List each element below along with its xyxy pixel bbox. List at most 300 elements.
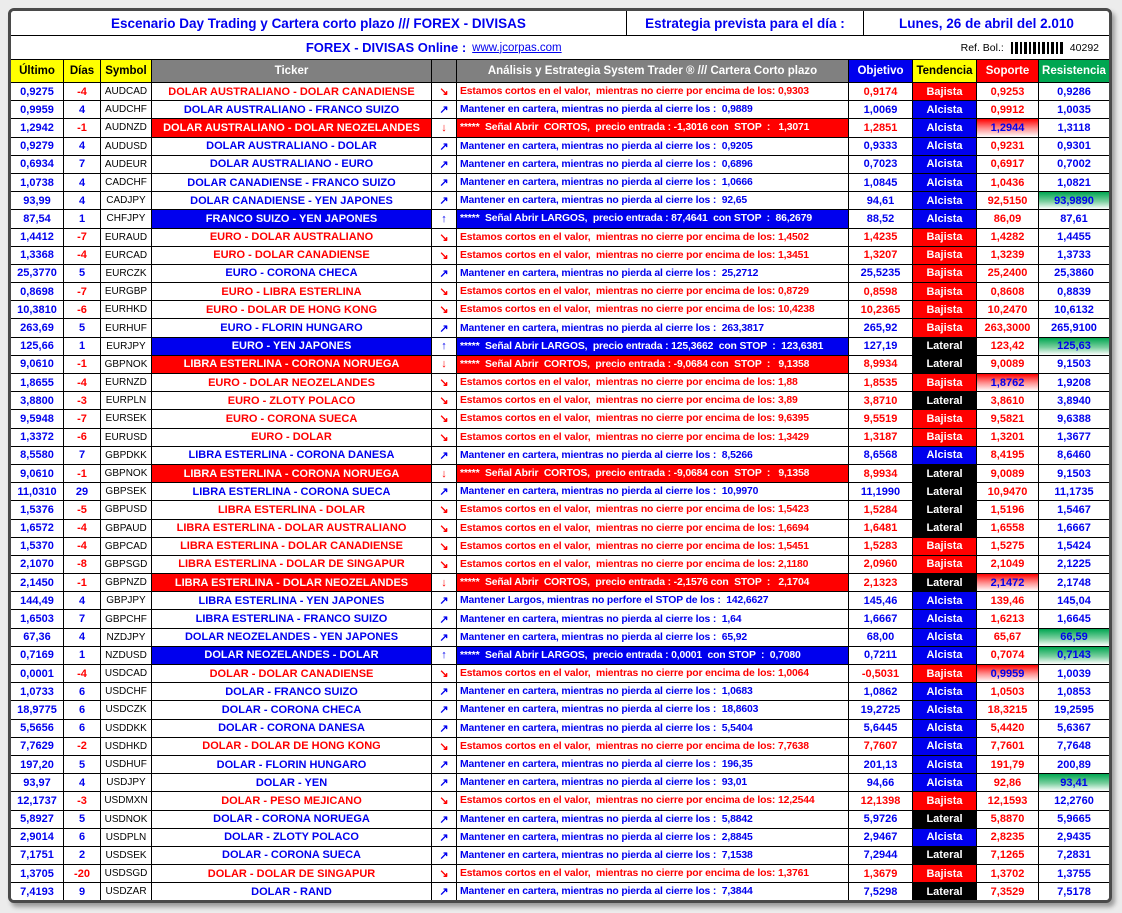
cell-soporte: 1,0503 (977, 683, 1039, 700)
trend-arrow-icon: ↗ (439, 449, 449, 462)
cell-analisis: Mantener en cartera, mientras no pierda al cierre los : 10,9970 (457, 483, 849, 500)
trend-arrow-icon: ↘ (439, 249, 449, 262)
cell-objetivo: 12,1398 (849, 792, 913, 809)
cell-tendencia: Alcista (913, 119, 977, 136)
cell-resistencia: 12,2760 (1054, 794, 1094, 807)
cell-soporte: 7,1265 (977, 847, 1039, 864)
subtitle-bar (11, 36, 1109, 60)
cell-ticker: DOLAR - PESO MEJICANO (152, 792, 432, 809)
trend-arrow-icon: ↗ (439, 759, 449, 772)
table-body (11, 83, 1109, 901)
trend-arrow-icon: ↘ (439, 868, 449, 881)
cell-analisis: Estamos cortos en el valor, mientras no cierre por encima de los: 9,6395 (457, 410, 849, 427)
cell-soporte: 5,4420 (977, 720, 1039, 737)
cell-resistencia: 1,0821 (1057, 176, 1091, 189)
cell-ultimo: 0,7169 (11, 647, 64, 664)
cell-symbol: EURCZK (101, 265, 152, 282)
trend-arrow-icon: ↗ (439, 486, 449, 499)
cell-ultimo: 87,54 (11, 210, 64, 227)
trend-arrow-icon: ↗ (439, 195, 449, 208)
cell-dias: 5 (64, 756, 101, 773)
cell-tendencia: Alcista (913, 610, 977, 627)
cell-dias: 5 (64, 319, 101, 336)
cell-tendencia: Alcista (913, 138, 977, 155)
cell-resistencia: 7,5178 (1057, 885, 1091, 898)
trend-arrow-icon: ↗ (439, 722, 449, 735)
cell-ticker: EURO - DOLAR AUSTRALIANO (152, 229, 432, 246)
cell-soporte: 5,8870 (977, 811, 1039, 828)
trend-arrow-icon: ↑ (441, 212, 447, 225)
cell-soporte: 1,2944 (977, 119, 1039, 136)
cell-analisis: Mantener en cartera, mientras no pierda al cierre los : 1,0666 (457, 174, 849, 191)
cell-soporte: 1,6213 (977, 610, 1039, 627)
cell-analisis: Mantener Largos, mientras no perfore el STOP de los : 142,6627 (457, 592, 849, 609)
cell-symbol: GBPNZD (101, 574, 152, 591)
cell-resistencia: 1,3677 (1057, 431, 1091, 444)
cell-resistencia: 9,6388 (1057, 412, 1091, 425)
cell-ultimo: 9,0610 (11, 356, 64, 373)
cell-analisis: Estamos cortos en el valor, mientras no cierre por encima de los: 1,0064 (457, 665, 849, 682)
cell-analisis: ***** Señal Abrir LARGOS, precio entrada : 125,3662 con STOP : 123,6381 (457, 338, 849, 355)
cell-objetivo: 127,19 (849, 338, 913, 355)
cell-ultimo: 1,5376 (11, 501, 64, 518)
table-row (11, 283, 1109, 301)
cell-symbol: USDPLN (101, 829, 152, 846)
trend-arrow-icon: ↘ (439, 231, 449, 244)
cell-ultimo: 11,0310 (11, 483, 64, 500)
table-row (11, 210, 1109, 228)
cell-ticker: EURO - CORONA SUECA (152, 410, 432, 427)
trend-arrow-icon: ↗ (439, 849, 449, 862)
trend-arrow-icon: ↘ (439, 377, 449, 390)
cell-resistencia: 1,3755 (1057, 867, 1091, 880)
cell-resistencia: 10,6132 (1054, 303, 1094, 316)
cell-ticker: LIBRA ESTERLINA - CORONA NORUEGA (152, 465, 432, 482)
cell-ultimo: 67,36 (11, 629, 64, 646)
cell-objetivo: 2,0960 (849, 556, 913, 573)
cell-resistencia: 1,6667 (1057, 522, 1091, 535)
cell-objetivo: 68,00 (849, 629, 913, 646)
cell-dias: 4 (64, 629, 101, 646)
cell-soporte: 139,46 (977, 592, 1039, 609)
cell-ultimo: 144,49 (11, 592, 64, 609)
cell-tendencia: Alcista (913, 447, 977, 464)
cell-soporte: 1,3702 (977, 865, 1039, 882)
cell-analisis: Mantener en cartera, mientras no pierda al cierre los : 7,1538 (457, 847, 849, 864)
cell-dias: -4 (64, 538, 101, 555)
cell-resistencia: 5,6367 (1057, 722, 1091, 735)
cell-ultimo: 0,9279 (11, 138, 64, 155)
trend-arrow-icon: ↗ (439, 686, 449, 699)
cell-analisis: Mantener en cartera, mientras no pierda al cierre los : 0,9205 (457, 138, 849, 155)
cell-symbol: EURHKD (101, 301, 152, 318)
cell-ticker: DOLAR - DOLAR CANADIENSE (152, 665, 432, 682)
cell-ultimo: 5,5656 (11, 720, 64, 737)
cell-tendencia: Bajista (913, 83, 977, 100)
cell-tendencia: Bajista (913, 410, 977, 427)
table-row (11, 483, 1109, 501)
trend-arrow-icon: ↘ (439, 304, 449, 317)
cell-soporte: 86,09 (977, 210, 1039, 227)
cell-tendencia: Lateral (913, 338, 977, 355)
cell-analisis: Estamos cortos en el valor, mientras no cierre por encima de los: 0,8729 (457, 283, 849, 300)
cell-objetivo: 25,5235 (849, 265, 913, 282)
cell-dias: 9 (64, 883, 101, 900)
barcode-icon (1011, 42, 1063, 54)
cell-soporte: 25,2400 (977, 265, 1039, 282)
cell-ticker: DOLAR AUSTRALIANO - DOLAR (152, 138, 432, 155)
cell-resistencia: 93,9890 (1039, 192, 1109, 209)
cell-soporte: 263,3000 (977, 319, 1039, 336)
cell-symbol: USDHUF (101, 756, 152, 773)
cell-analisis: Estamos cortos en el valor, mientras no cierre por encima de los: 1,4502 (457, 229, 849, 246)
cell-objetivo: 5,6445 (849, 720, 913, 737)
cell-symbol: EURGBP (101, 283, 152, 300)
cell-ultimo: 10,3810 (11, 301, 64, 318)
cell-objetivo: 11,1990 (849, 483, 913, 500)
cell-analisis: Estamos cortos en el valor, mientras no cierre por encima de los: 1,3761 (457, 865, 849, 882)
cell-resistencia: 265,9100 (1051, 322, 1097, 335)
cell-dias: 1 (64, 338, 101, 355)
cell-objetivo: 1,6481 (849, 520, 913, 537)
cell-symbol: USDSEK (101, 847, 152, 864)
strategy-label: Estrategia prevista para el día : (626, 11, 863, 35)
ref-group (856, 36, 1109, 59)
cell-symbol: EURJPY (101, 338, 152, 355)
cell-soporte: 1,8762 (977, 374, 1039, 391)
ref-number: 40292 (1069, 41, 1099, 54)
cell-resistencia: 8,6460 (1057, 449, 1091, 462)
table-row (11, 501, 1109, 519)
cell-resistencia: 7,2831 (1057, 849, 1091, 862)
cell-symbol: GBPDKK (101, 447, 152, 464)
table-row (11, 83, 1109, 101)
cell-objetivo: 1,3207 (849, 247, 913, 264)
table-row (11, 610, 1109, 628)
col-symbol: Symbol (101, 60, 152, 82)
cell-dias: -1 (64, 356, 101, 373)
cell-analisis: Estamos cortos en el valor, mientras no cierre por encima de los: 10,4238 (457, 301, 849, 318)
page-title: Escenario Day Trading y Cartera corto plazo /// FOREX - DIVISAS (111, 15, 526, 31)
cell-objetivo: 8,9934 (849, 465, 913, 482)
cell-dias: -6 (64, 429, 101, 446)
cell-objetivo: 2,1323 (849, 574, 913, 591)
cell-tendencia: Bajista (913, 556, 977, 573)
cell-ticker: EURO - CORONA CHECA (152, 265, 432, 282)
cell-dias: 4 (64, 101, 101, 118)
cell-symbol: GBPNOK (101, 356, 152, 373)
table-row (11, 447, 1109, 465)
cell-soporte: 0,8608 (977, 283, 1039, 300)
cell-ticker: LIBRA ESTERLINA - CORONA SUECA (152, 483, 432, 500)
trend-arrow-icon: ↘ (439, 395, 449, 408)
trend-arrow-icon: ↑ (441, 340, 447, 353)
table-row (11, 338, 1109, 356)
cell-ticker: DOLAR CANADIENSE - YEN JAPONES (152, 192, 432, 209)
col-analisis: Análisis y Estrategia System Trader ® /// Cartera Corto plazo (457, 60, 849, 82)
report-date: Lunes, 26 de abril del 2.010 (863, 11, 1109, 35)
cell-analisis: Mantener en cartera, mientras no pierda al cierre los : 92,65 (457, 192, 849, 209)
cell-analisis: Mantener en cartera, mientras no pierda al cierre los : 263,3817 (457, 319, 849, 336)
cell-symbol: EURPLN (101, 392, 152, 409)
cell-analisis: Mantener en cartera, mientras no pierda al cierre los : 93,01 (457, 774, 849, 791)
cell-ticker: DOLAR AUSTRALIANO - DOLAR CANADIENSE (152, 83, 432, 100)
cell-analisis: Estamos cortos en el valor, mientras no cierre por encima de los: 1,3451 (457, 247, 849, 264)
cell-dias: 6 (64, 829, 101, 846)
cell-objetivo: 1,2851 (849, 119, 913, 136)
cell-ultimo: 125,66 (11, 338, 64, 355)
cell-ticker: LIBRA ESTERLINA - CORONA DANESA (152, 447, 432, 464)
cell-resistencia: 1,4455 (1057, 231, 1091, 244)
cell-soporte: 10,2470 (977, 301, 1039, 318)
cell-resistencia: 2,9435 (1057, 831, 1091, 844)
trend-arrow-icon: ↓ (441, 358, 447, 371)
cell-analisis: Mantener en cartera, mientras no pierda al cierre los : 2,8845 (457, 829, 849, 846)
cell-dias: 1 (64, 647, 101, 664)
cell-analisis: Mantener en cartera, mientras no pierda al cierre los : 5,5404 (457, 720, 849, 737)
cell-analisis: ***** Señal Abrir LARGOS, precio entrada : 87,4641 con STOP : 86,2679 (457, 210, 849, 227)
cell-ticker: DOLAR - CORONA DANESA (152, 720, 432, 737)
cell-analisis: Mantener en cartera, mientras no pierda al cierre los : 0,6896 (457, 156, 849, 173)
cell-soporte: 7,7601 (977, 738, 1039, 755)
cell-tendencia: Alcista (913, 647, 977, 664)
cell-symbol: CHFJPY (101, 210, 152, 227)
cell-tendencia: Alcista (913, 720, 977, 737)
cell-resistencia: 1,5467 (1057, 503, 1091, 516)
cell-ultimo: 93,99 (11, 192, 64, 209)
online-label: FOREX - DIVISAS Online : (305, 40, 467, 55)
trend-arrow-icon: ↘ (439, 431, 449, 444)
cell-resistencia: 25,3860 (1054, 267, 1094, 280)
trend-arrow-icon: ↘ (439, 413, 449, 426)
cell-objetivo: 1,3679 (849, 865, 913, 882)
cell-soporte: 9,0089 (977, 465, 1039, 482)
cell-ticker: DOLAR AUSTRALIANO - EURO (152, 156, 432, 173)
cell-resistencia: 145,04 (1057, 594, 1091, 607)
cell-analisis: Mantener en cartera, mientras no pierda al cierre los : 7,3844 (457, 883, 849, 900)
cell-resistencia: 1,5424 (1057, 540, 1091, 553)
cell-tendencia: Bajista (913, 247, 977, 264)
cell-resistencia: 0,8839 (1057, 285, 1091, 298)
cell-analisis: ***** Señal Abrir LARGOS, precio entrada : 0,0001 con STOP : 0,7080 (457, 647, 849, 664)
cell-tendencia: Lateral (913, 356, 977, 373)
trend-arrow-icon: ↗ (439, 177, 449, 190)
cell-resistencia: 1,6645 (1057, 613, 1091, 626)
cell-tendencia: Lateral (913, 847, 977, 864)
cell-analisis: ***** Señal Abrir CORTOS, precio entrada : -2,1576 con STOP : 2,1704 (457, 574, 849, 591)
cell-resistencia: 87,61 (1060, 212, 1088, 225)
website-link[interactable]: www.jcorpas.com (472, 41, 562, 54)
cell-soporte: 191,79 (977, 756, 1039, 773)
table-row (11, 429, 1109, 447)
cell-resistencia: 5,9665 (1057, 813, 1091, 826)
table-row (11, 647, 1109, 665)
trend-arrow-icon: ↘ (439, 740, 449, 753)
cell-objetivo: 1,6667 (849, 610, 913, 627)
table-row (11, 756, 1109, 774)
cell-dias: -3 (64, 392, 101, 409)
cell-symbol: EURCAD (101, 247, 152, 264)
table-row (11, 138, 1109, 156)
cell-symbol: EURSEK (101, 410, 152, 427)
cell-ultimo: 3,8800 (11, 392, 64, 409)
cell-soporte: 0,9231 (977, 138, 1039, 155)
table-row (11, 174, 1109, 192)
cell-resistencia: 0,9301 (1057, 140, 1091, 153)
table-row (11, 229, 1109, 247)
cell-resistencia: 1,0039 (1057, 667, 1091, 680)
table-row (11, 883, 1109, 901)
table-row (11, 356, 1109, 374)
cell-ticker: LIBRA ESTERLINA - DOLAR NEOZELANDES (152, 574, 432, 591)
cell-symbol: GBPAUD (101, 520, 152, 537)
table-row (11, 247, 1109, 265)
cell-soporte: 0,7074 (977, 647, 1039, 664)
cell-objetivo: 94,61 (849, 192, 913, 209)
cell-dias: -7 (64, 283, 101, 300)
cell-tendencia: Bajista (913, 665, 977, 682)
cell-ticker: DOLAR CANADIENSE - FRANCO SUIZO (152, 174, 432, 191)
cell-ultimo: 0,6934 (11, 156, 64, 173)
cell-objetivo: 265,92 (849, 319, 913, 336)
trend-arrow-icon: ↓ (441, 467, 447, 480)
cell-objetivo: 0,7023 (849, 156, 913, 173)
cell-tendencia: Lateral (913, 574, 977, 591)
cell-objetivo: 1,0862 (849, 683, 913, 700)
cell-symbol: USDMXN (101, 792, 152, 809)
cell-soporte: 1,3201 (977, 429, 1039, 446)
cell-objetivo: 19,2725 (849, 701, 913, 718)
cell-resistencia: 0,9286 (1057, 85, 1091, 98)
table-row (11, 592, 1109, 610)
cell-symbol: GBPJPY (101, 592, 152, 609)
trend-arrow-icon: ↘ (439, 795, 449, 808)
cell-analisis: Estamos cortos en el valor, mientras no cierre por encima de los: 1,5423 (457, 501, 849, 518)
cell-ticker: EURO - DOLAR (152, 429, 432, 446)
col-resistencia: Resistencia (1039, 60, 1109, 82)
cell-analisis: Estamos cortos en el valor, mientras no cierre por encima de los: 12,2544 (457, 792, 849, 809)
report-frame (8, 8, 1112, 903)
cell-ultimo: 9,5948 (11, 410, 64, 427)
cell-analisis: Estamos cortos en el valor, mientras no cierre por encima de los: 0,9303 (457, 83, 849, 100)
cell-ultimo: 9,0610 (11, 465, 64, 482)
cell-tendencia: Bajista (913, 283, 977, 300)
cell-symbol: GBPSGD (101, 556, 152, 573)
cell-objetivo: 1,5284 (849, 501, 913, 518)
col-objetivo: Objetivo (849, 60, 913, 82)
cell-ticker: DOLAR AUSTRALIANO - DOLAR NEOZELANDES (152, 119, 432, 136)
cell-ticker: LIBRA ESTERLINA - YEN JAPONES (152, 592, 432, 609)
cell-dias: 2 (64, 847, 101, 864)
cell-soporte: 2,1049 (977, 556, 1039, 573)
cell-resistencia: 19,2595 (1054, 703, 1094, 716)
cell-symbol: EURAUD (101, 229, 152, 246)
cell-soporte: 2,8235 (977, 829, 1039, 846)
cell-objetivo: 94,66 (849, 774, 913, 791)
cell-analisis: ***** Señal Abrir CORTOS, precio entrada : -9,0684 con STOP : 9,1358 (457, 356, 849, 373)
cell-symbol: USDZAR (101, 883, 152, 900)
table-row (11, 811, 1109, 829)
cell-ticker: DOLAR - RAND (152, 883, 432, 900)
cell-resistencia: 3,8940 (1057, 394, 1091, 407)
table-row (11, 465, 1109, 483)
cell-objetivo: 145,46 (849, 592, 913, 609)
cell-ticker: DOLAR - ZLOTY POLACO (152, 829, 432, 846)
cell-dias: -4 (64, 247, 101, 264)
table-row (11, 119, 1109, 137)
cell-analisis: Mantener en cartera, mientras no pierda al cierre los : 5,8842 (457, 811, 849, 828)
cell-analisis: Mantener en cartera, mientras no pierda al cierre los : 8,5266 (457, 447, 849, 464)
cell-ultimo: 7,7629 (11, 738, 64, 755)
cell-analisis: Mantener en cartera, mientras no pierda al cierre los : 65,92 (457, 629, 849, 646)
cell-objetivo: 88,52 (849, 210, 913, 227)
cell-analisis: Mantener en cartera, mientras no pierda al cierre los : 25,2712 (457, 265, 849, 282)
cell-symbol: GBPSEK (101, 483, 152, 500)
cell-soporte: 1,5196 (977, 501, 1039, 518)
table-row (11, 865, 1109, 883)
cell-ultimo: 8,5580 (11, 447, 64, 464)
cell-ultimo: 0,8698 (11, 283, 64, 300)
cell-symbol: AUDEUR (101, 156, 152, 173)
cell-ticker: DOLAR - FLORIN HUNGARO (152, 756, 432, 773)
cell-soporte: 9,5821 (977, 410, 1039, 427)
cell-ultimo: 1,6503 (11, 610, 64, 627)
cell-symbol: GBPNOK (101, 465, 152, 482)
cell-tendencia: Alcista (913, 101, 977, 118)
cell-symbol: NZDUSD (101, 647, 152, 664)
cell-dias: -4 (64, 520, 101, 537)
cell-symbol: GBPUSD (101, 501, 152, 518)
trend-arrow-icon: ↓ (441, 121, 447, 134)
cell-ticker: DOLAR NEOZELANDES - DOLAR (152, 647, 432, 664)
cell-tendencia: Alcista (913, 210, 977, 227)
cell-objetivo: 1,8535 (849, 374, 913, 391)
cell-tendencia: Alcista (913, 756, 977, 773)
trend-arrow-icon: ↗ (439, 158, 449, 171)
cell-dias: 5 (64, 265, 101, 282)
cell-ultimo: 7,4193 (11, 883, 64, 900)
cell-dias: -6 (64, 301, 101, 318)
cell-objetivo: 3,8710 (849, 392, 913, 409)
trend-arrow-icon: ↘ (439, 286, 449, 299)
trend-arrow-icon: ↘ (439, 522, 449, 535)
trend-arrow-icon: ↗ (439, 613, 449, 626)
cell-analisis: Estamos cortos en el valor, mientras no cierre por encima de los: 7,7638 (457, 738, 849, 755)
cell-soporte: 1,4282 (977, 229, 1039, 246)
cell-dias: 6 (64, 701, 101, 718)
cell-soporte: 9,0089 (977, 356, 1039, 373)
cell-ultimo: 18,9775 (11, 701, 64, 718)
cell-analisis: Estamos cortos en el valor, mientras no cierre por encima de los: 2,1180 (457, 556, 849, 573)
cell-tendencia: Lateral (913, 883, 977, 900)
cell-symbol: AUDUSD (101, 138, 152, 155)
cell-ticker: EURO - DOLAR DE HONG KONG (152, 301, 432, 318)
cell-analisis: Estamos cortos en el valor, mientras no cierre por encima de los: 1,3429 (457, 429, 849, 446)
cell-resistencia: 2,1748 (1057, 576, 1091, 589)
cell-analisis: ***** Señal Abrir CORTOS, precio entrada : -9,0684 con STOP : 9,1358 (457, 465, 849, 482)
cell-dias: 4 (64, 192, 101, 209)
cell-resistencia: 93,41 (1039, 774, 1109, 791)
cell-analisis: Mantener en cartera, mientras no pierda al cierre los : 196,35 (457, 756, 849, 773)
table-row (11, 392, 1109, 410)
cell-dias: 6 (64, 720, 101, 737)
cell-dias: 4 (64, 592, 101, 609)
cell-ultimo: 1,2942 (11, 119, 64, 136)
cell-ultimo: 2,1450 (11, 574, 64, 591)
cell-dias: -1 (64, 465, 101, 482)
cell-resistencia: 9,1503 (1057, 358, 1091, 371)
cell-tendencia: Bajista (913, 538, 977, 555)
